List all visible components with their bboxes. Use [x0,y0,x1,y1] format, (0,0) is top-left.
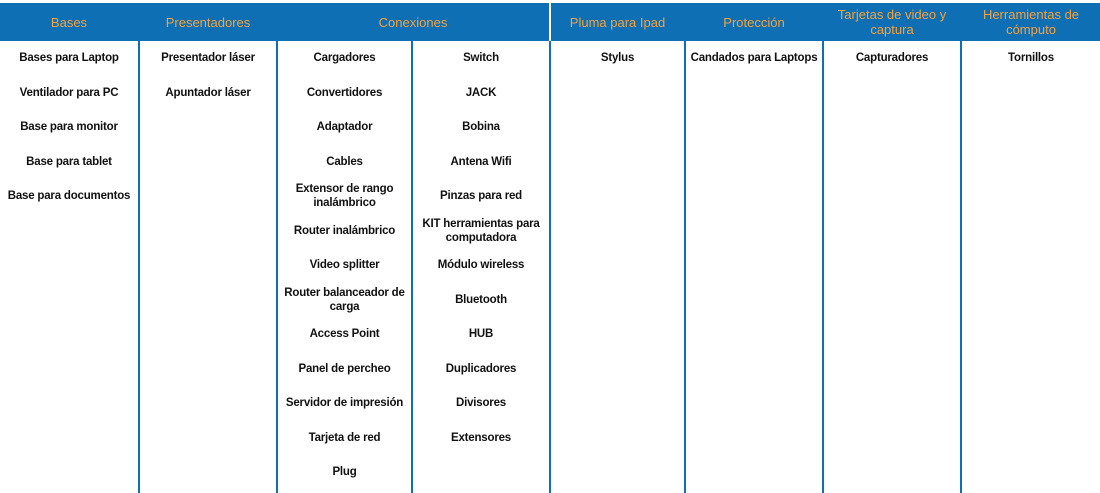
category-item[interactable]: Pinzas para red [439,190,522,202]
category-item[interactable]: Candados para Laptops [690,52,818,64]
category-item[interactable]: KIT herramientas para computadora [422,217,540,244]
header-tarjetas: Tarjetas de video y captura [837,7,947,37]
category-item[interactable]: Switch [463,52,499,64]
category-item[interactable]: Presentador láser [161,52,255,64]
category-item[interactable]: Cargadores [313,52,376,64]
category-item[interactable]: Bases para Laptop [19,52,119,64]
category-item[interactable]: HUB [468,328,494,340]
column-divider [822,41,824,493]
header-pluma-para-ipad: Pluma para Ipad [569,14,666,30]
category-item[interactable]: Router balanceador de carga [284,286,405,313]
category-item[interactable]: Video splitter [309,259,380,271]
category-item[interactable]: Divisores [456,397,506,409]
category-item[interactable]: Duplicadores [445,362,517,375]
column-divider [684,41,686,493]
header-proteccion: Protección [723,14,785,30]
category-item[interactable]: Cables [326,155,363,168]
category-item[interactable]: Plug [332,466,357,478]
header-conexiones: Conexiones [378,14,448,30]
category-item[interactable]: Tornillos [1008,52,1054,64]
category-item[interactable]: Adaptador [316,121,373,133]
category-item[interactable]: Módulo wireless [437,259,525,271]
category-item[interactable]: Stylus [600,52,635,64]
column-divider [549,41,551,493]
column-divider [960,41,962,493]
category-item[interactable]: Base para documentos [7,190,131,202]
category-item[interactable]: Tarjeta de red [308,431,381,444]
category-item[interactable]: Base para tablet [26,155,112,168]
category-item[interactable]: Access Point [309,328,380,340]
category-item[interactable]: Servidor de impresión [285,397,404,409]
category-item[interactable]: Convertidores [306,86,383,99]
category-item[interactable]: Base para monitor [20,121,118,133]
category-item[interactable]: Extensor de rango inalámbrico [295,183,394,209]
category-item[interactable]: JACK [465,86,497,99]
category-item[interactable]: Antena Wifi [450,155,512,168]
category-item[interactable]: Apuntador láser [165,86,251,99]
category-item[interactable]: Bobina [462,121,500,133]
category-item[interactable]: Extensores [450,431,511,444]
category-item[interactable]: Bluetooth [455,293,507,306]
category-item[interactable]: Panel de percheo [298,362,391,375]
header-presentadores: Presentadores [165,14,251,30]
header-bases: Bases [50,14,88,30]
category-item[interactable]: Router inalámbrico [293,224,396,237]
category-item[interactable]: Ventilador para PC [19,86,119,99]
header-herramientas: Herramientas de cómputo [982,7,1080,37]
category-item[interactable]: Capturadores [855,52,929,64]
